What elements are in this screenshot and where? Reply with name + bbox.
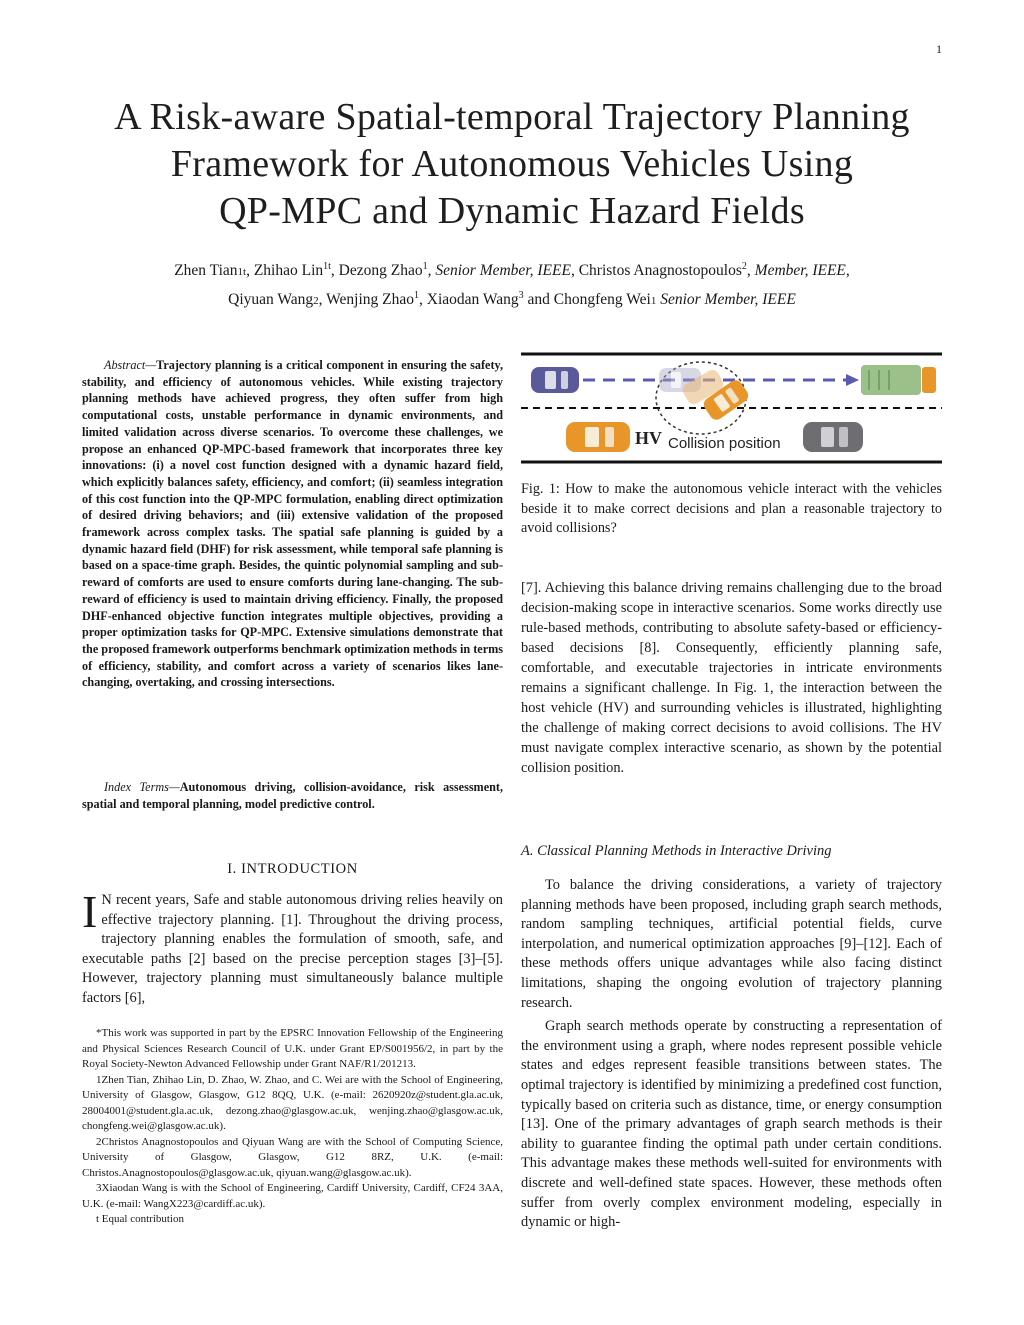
section-heading-introduction: I. INTRODUCTION (227, 861, 358, 877)
drop-cap: I (82, 886, 98, 937)
collision-position-label: Collision position (668, 435, 781, 452)
planned-path-arrowhead (846, 374, 859, 386)
footnotes (82, 1026, 503, 1228)
figure-1 (521, 350, 942, 466)
author-line-2: Qiyuan Wang2, Wenjing Zhao$^1$, Xiaodan Wang$^3$ and Chongfeng Wei1 Senior Member, IEEE (228, 290, 796, 309)
figure-1-illustration (521, 350, 942, 466)
green-vehicle (861, 365, 936, 395)
purple-vehicle (531, 367, 579, 393)
title-line-3: QP-MPC and Dynamic Hazard Fields (219, 190, 805, 232)
right-paragraph-2: To balance the driving considerations, a variety of trajectory planning methods have been proposed, including graph search methods, random sampling techniques, artificial potential fields, curve interpolation, and numerical optimization approaches [9]–[12]. Each of these methods offers unique advantages while also facing distinct limitations, shaping the ongoing evolution of trajectory planning research. (521, 877, 942, 1011)
author-list (60, 255, 964, 313)
right-paragraph-1: [7]. Achieving this balance driving remains challenging due to the broad decision-making scope in interactive scenarios. Some works directly use rule-based methods, contributing to absolute safety-based or efficiency-based decisions [8]. Consequently, efficiently planning safe, comfortable, and executable trajectories in intricate environments remains a significant challenge. In Fig. 1, the interaction between the host vehicle (HV) and surrounding vehicles is illustrated, highlighting the challenge of making correct decisions to avoid collisions. The HV must navigate complex interactive scenario, as shown by the potential collision position. (521, 580, 942, 776)
footnote-affiliation-2: 2Christos Anagnostopoulos and Qiyuan Wang are with the School of Computing Science, University of Glasgow, Glasgow, G12 8RZ, U.K. (e-mail: Christos.Anagnostopoulos@glasgow.ac.uk, qiyuan.wang@glasgow.ac.uk). (82, 1135, 503, 1179)
abstract (82, 357, 503, 691)
footnote-equal-contribution: t Equal contribution (96, 1213, 184, 1225)
introduction-paragraph (82, 886, 503, 1008)
author-line-1: Zhen Tian1t, Zhihao Lin$^{1t}$, Dezong Zhao$^1$, Senior Member, IEEE, Christos Anagnostopoulos$^2$, Member, IEEE, (174, 261, 850, 280)
index-terms-text: Autonomous driving, collision-avoidance, risk assessment, spatial and temporal planning, model predictive control. (82, 780, 504, 811)
figure-1-caption: Fig. 1: How to make the autonomous vehicle interact with the vehicles beside it to make correct decisions and plan a reasonable trajectory to avoid collisions? (521, 481, 942, 536)
footnote-affiliation-1: 1Zhen Tian, Zhihao Lin, D. Zhao, W. Zhao, and C. Wei are with the School of Engineering, University of Glasgow, Glasgow, G12 8QQ, U.K. (e-mail: 2620920z@student.gla.ac.uk, 28004001@student.gla.ac.uk, dezong.zhao@glasgow.ac.uk, wenjing.zhao@glasgow.ac.uk, chongfeng.wei@glasgow.ac.uk). (82, 1073, 503, 1132)
paper-title (60, 94, 964, 235)
abstract-text: Trajectory planning is a critical component in ensuring the safety, stability, and efficiency of autonomous vehicles. While existing trajectory planning methods have achieved progress, they often suffer from high computational costs, unstable performance in dynamic environments, and limited validation across diverse scenarios. To overcome these challenges, we propose an enhanced QP-MPC-based framework that incorporates three key innovations: (i) a novel cost function designed with a dynamic hazard field, which explicitly balances safety, efficiency, and comfort; (ii) seamless integration of this cost function into the QP-MPC formulation, enabling direct optimization of desired driving behaviors; and (iii) extensive validation of the proposed framework across complex tasks. The spatial safe planning is guided by a dynamic hazard field (DHF) for risk assessment, while temporal safe planning is based on a space-time graph. Besides, the quintic polynomial sampling and sub-reward of comforts are used to ensure comforts during lane-changing. The sub-reward of efficiency is used to maintain driving efficiency. Finally, the proposed DHF-enhanced objective function integrates multiple objectives, providing a proper optimization tasks for QP-MPC. Extensive simulations demonstrate that the proposed framework outperforms benchmark optimization methods in terms of efficiency, stability, and comfort across a variety of scenarios likes lane-changing, overtaking, and crossing intersections. (82, 358, 503, 690)
title-line-1: A Risk-aware Spatial-temporal Trajectory Planning (114, 96, 910, 138)
abstract-label: Abstract— (104, 358, 157, 372)
index-terms-label: Index Terms— (104, 780, 180, 794)
introduction-text: N recent years, Safe and stable autonomous driving relies heavily on effective trajectory planning. [1]. Throughout the driving process, trajectory planning enables the formulation of smooth, safe, and executable paths [2] based on the precise perception stages [3]–[5]. However, trajectory planning must simultaneously balance multiple factors [6], (82, 892, 503, 1006)
footnote-affiliation-3: 3Xiaodan Wang is with the School of Engineering, Cardiff University, Cardiff, CF24 3AA, U.K. (e-mail: WangX223@cardiff.ac.uk). (82, 1182, 503, 1210)
hv-label: HV (635, 428, 662, 448)
title-line-2: Framework for Autonomous Vehicles Using (170, 143, 854, 185)
right-paragraph-3: Graph search methods operate by constructing a representation of the environment using a graph, where nodes represent possible vehicle states and edges represent feasible transitions between states. The optimal trajectory is identified by minimizing a predefined cost function, typically based on criteria such as distance, time, or energy consumption [13]. One of the primary advantages of graph search methods is their ability to guarantee finding the optimal path under certain conditions. This advantage makes these methods well-suited for environments with discrete and well-defined state spaces. However, these methods often suffer from overly complex environment modeling, especially in dynamic or high- (521, 1018, 942, 1231)
subsection-heading-a: A. Classical Planning Methods in Interactive Driving (521, 843, 832, 859)
grey-vehicle (803, 422, 863, 452)
page-number: 1 (936, 42, 942, 56)
index-terms (82, 779, 503, 813)
footnote-funding: *This work was supported in part by the EPSRC Innovation Fellowship of the Engineering and Physical Sciences Research Council of U.K. under Grant EP/S001956/2, in part by the Royal Society-Newton Advanced Fellowship under Grant NAF/R1/201213. (82, 1027, 503, 1070)
subsection-a-body (521, 876, 942, 1237)
host-vehicle (566, 422, 630, 452)
